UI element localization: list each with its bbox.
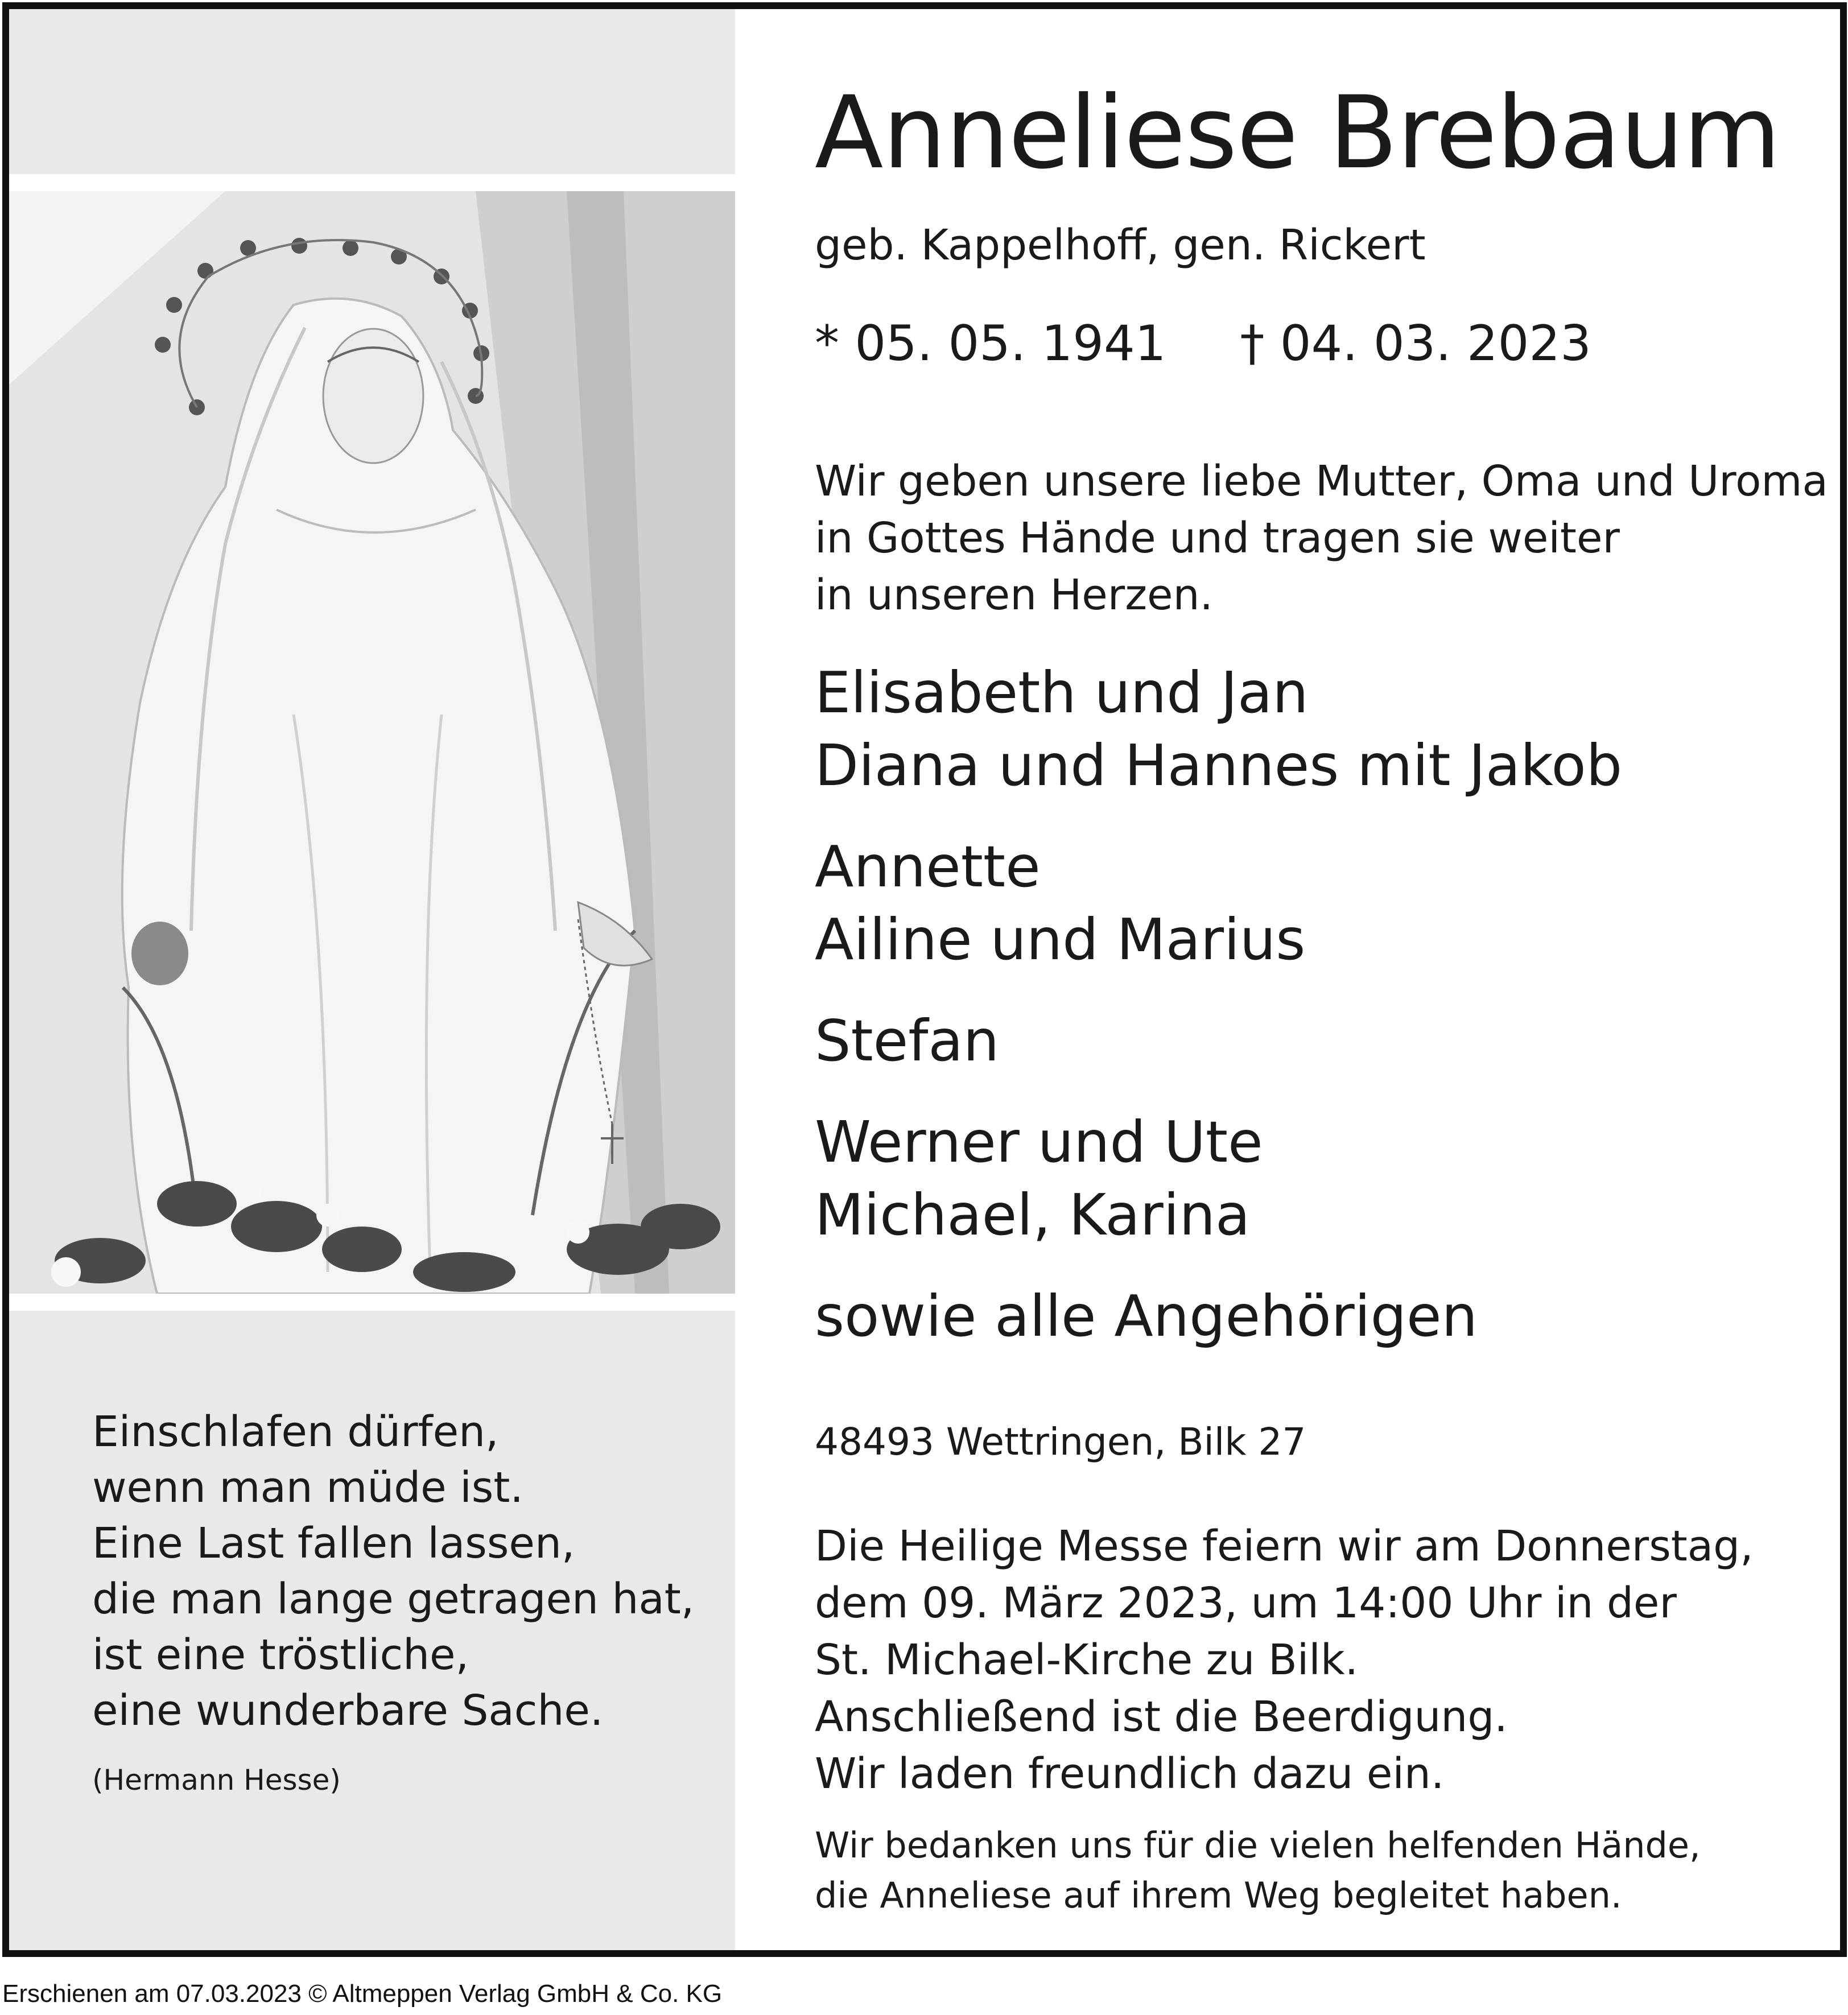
- poem-author: (Hermann Hesse): [92, 1764, 341, 1797]
- service-line: Die Heilige Messe feiern wir am Donnerstag,: [815, 1522, 1754, 1571]
- thanks-line: die Anneliese auf ihrem Weg begleitet haben.: [815, 1874, 1622, 1916]
- madonna-statue-image: [9, 191, 735, 1294]
- family-line: Stefan: [815, 1008, 1000, 1074]
- family-group: [815, 1106, 1622, 1252]
- poem-line: eine wunderbare Sache.: [92, 1686, 604, 1735]
- family-line: Ailine und Marius: [815, 906, 1306, 973]
- publication-footer: Erschienen am 07.03.2023 © Altmeppen Verlag GmbH & Co. KG: [2, 1980, 723, 2008]
- family-group: [815, 831, 1622, 976]
- family-line: sowie alle Angehörigen: [815, 1283, 1478, 1349]
- service-line: Anschließend ist die Beerdigung.: [815, 1692, 1508, 1741]
- poem-line: die man lange getragen hat,: [92, 1575, 695, 1624]
- family-line: Annette: [815, 833, 1041, 900]
- birth-date: * 05. 05. 1941: [815, 315, 1166, 372]
- family-line: Elisabeth und Jan: [815, 659, 1309, 726]
- divider: [9, 174, 735, 191]
- obituary-frame: [2, 2, 1847, 1957]
- family-group: [815, 1005, 1622, 1077]
- service-line: St. Michael-Kirche zu Bilk.: [815, 1636, 1359, 1684]
- poem-line: Eine Last fallen lassen,: [92, 1519, 575, 1568]
- thanks-line: Wir bedanken uns für die vielen helfenden Hände,: [815, 1824, 1701, 1866]
- intro-line: in unseren Herzen.: [815, 571, 1214, 620]
- left-column: [9, 9, 735, 1950]
- family-group: [815, 1280, 1622, 1353]
- intro-line: Wir geben unsere liebe Mutter, Oma und Uroma: [815, 457, 1828, 506]
- poem: [92, 1404, 718, 1739]
- maiden-name: geb. Kappelhoff, gen. Rickert: [815, 221, 1426, 270]
- poem-line: Einschlafen dürfen,: [92, 1407, 499, 1456]
- service-line: Wir laden freundlich dazu ein.: [815, 1749, 1445, 1798]
- life-dates: [815, 315, 1591, 372]
- service-line: dem 09. März 2023, um 14:00 Uhr in der: [815, 1579, 1677, 1628]
- divider: [9, 1294, 735, 1311]
- family-line: Diana und Hannes mit Jakob: [815, 732, 1623, 799]
- poem-line: ist eine tröstliche,: [92, 1630, 469, 1679]
- thanks-text: [815, 1820, 1701, 1921]
- address: 48493 Wettringen, Bilk 27: [815, 1420, 1306, 1464]
- poem-line: wenn man müde ist.: [92, 1463, 523, 1512]
- service-info: [815, 1518, 1754, 1802]
- family-line: Werner und Ute: [815, 1109, 1263, 1175]
- family-group: [815, 656, 1622, 802]
- madonna-photo: [9, 191, 735, 1294]
- death-date: † 04. 03. 2023: [1240, 315, 1591, 372]
- deceased-name: Anneliese Brebaum: [815, 75, 1780, 191]
- family-list: [815, 656, 1622, 1381]
- family-line: Michael, Karina: [815, 1182, 1251, 1248]
- intro-text: [815, 453, 1828, 624]
- intro-line: in Gottes Hände und tragen sie weiter: [815, 514, 1620, 563]
